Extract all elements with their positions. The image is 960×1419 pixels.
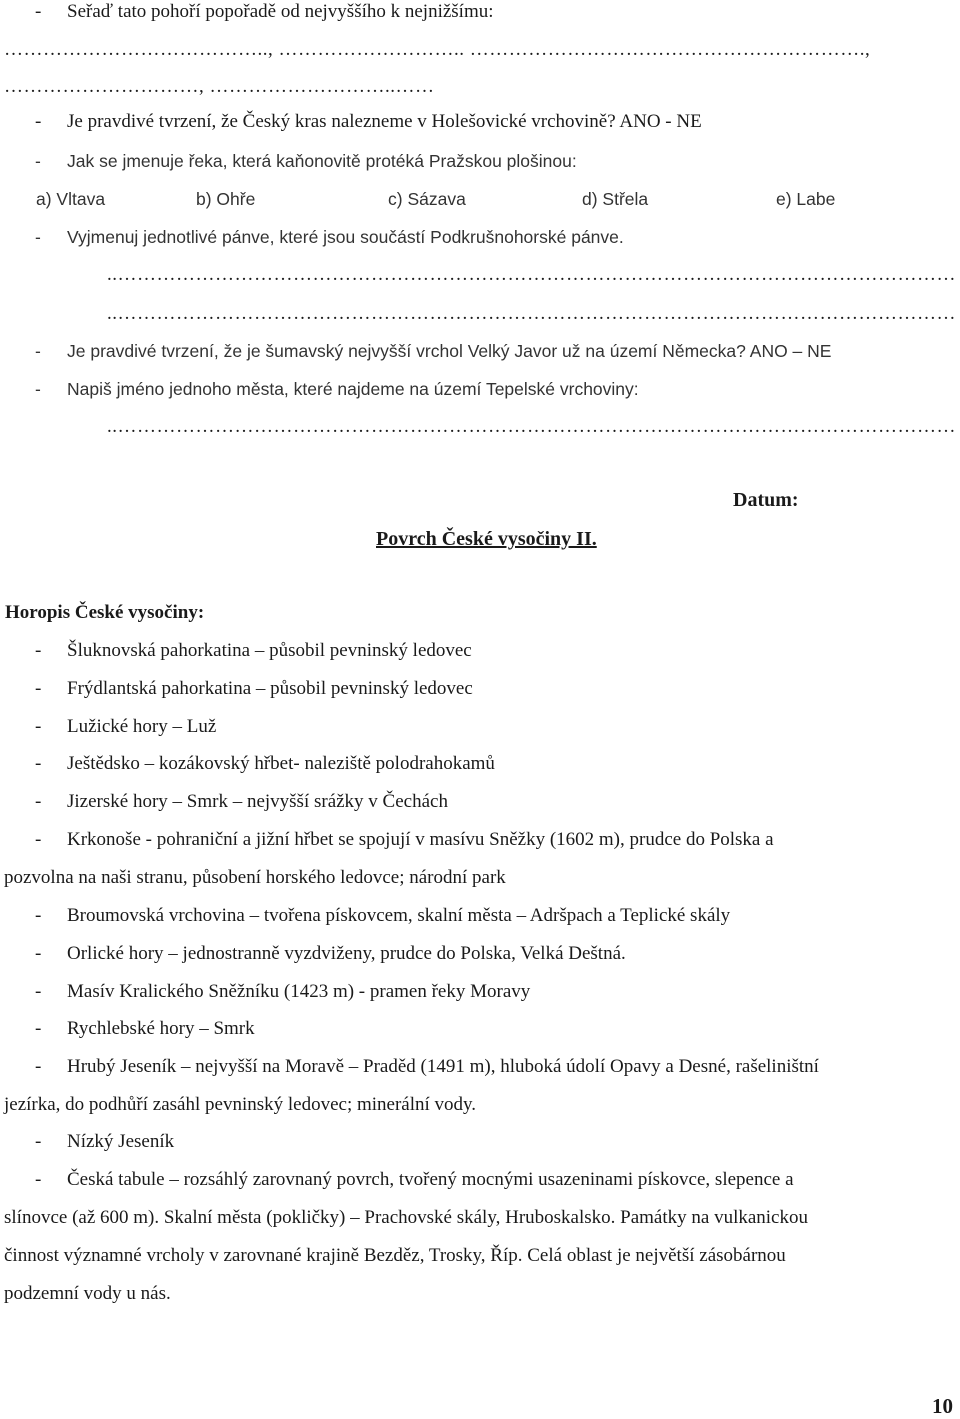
question-text: Jak se jmenuje řeka, která kaňonovitě protéká Pražskou plošinou: xyxy=(67,151,577,171)
bullet-dash: - xyxy=(35,829,42,850)
item-text: Ještědsko – kozákovský hřbet- naleziště polodrahokamů xyxy=(67,753,495,774)
section-heading: Horopis České vysočiny: xyxy=(5,602,205,623)
item-text: jezírka, do podhůří zasáhl pevninský ledovec; minerální vody. xyxy=(4,1094,477,1115)
blank-line: ………………………………………………………………………………………………………………….. xyxy=(107,303,956,324)
blank-line: ………………………………………………………………………………………………………………….. xyxy=(107,416,956,437)
item-text: Jizerské hory – Smrk – nejvyšší srážky v Čechách xyxy=(67,791,448,812)
date-label: Datum: xyxy=(733,489,799,511)
bullet-dash: - xyxy=(35,791,42,812)
item-text: Česká tabule – rozsáhlý zarovnaný povrch, tvořený mocnými usazeninami pískovce, slepence a xyxy=(67,1169,794,1190)
question-text: Seřaď tato pohoří popořadě od nejvyššího k nejnižšímu: xyxy=(67,1,494,22)
bullet-dash: - xyxy=(35,1056,42,1077)
option-b[interactable]: b) Ohře xyxy=(196,189,256,209)
item-text: Broumovská vrchovina – tvořena pískovcem, skalní města – Adršpach a Teplické skály xyxy=(67,905,731,926)
bullet-dash: - xyxy=(35,905,42,926)
question-text: Napiš jméno jednoho města, které najdeme na území Tepelské vrchoviny: xyxy=(67,379,639,399)
blank-line: …………………………, ………………………..…… xyxy=(4,76,435,97)
item-text: slínovce (až 600 m). Skalní města (pokličky) – Prachovské skály, Hruboskalsko. Památky na vulkanickou xyxy=(4,1207,808,1228)
blank-line: ………………………………………………………………………………………………………………….. xyxy=(107,264,956,285)
bullet-dash: - xyxy=(35,227,41,247)
bullet-dash: - xyxy=(35,111,42,132)
worksheet-title: Povrch České vysočiny II. xyxy=(376,528,597,550)
bullet-dash: - xyxy=(35,151,41,171)
page-number: 10 xyxy=(932,1394,953,1418)
blank-line: ………………………………….., ……………………….. ……………………………………………………., xyxy=(4,39,871,60)
item-text: Hrubý Jeseník – nejvyšší na Moravě – Praděd (1491 m), hluboká údolí Opavy a Desné, rašeliništní xyxy=(67,1056,819,1077)
item-text: Masív Kralického Sněžníku (1423 m) - pramen řeky Moravy xyxy=(67,981,531,1002)
bullet-dash: - xyxy=(35,1131,42,1152)
item-text: Rychlebské hory – Smrk xyxy=(67,1018,255,1039)
option-a[interactable]: a) Vltava xyxy=(36,189,106,209)
bullet-dash: - xyxy=(35,981,42,1002)
bullet-dash: - xyxy=(35,716,42,737)
bullet-dash: - xyxy=(35,753,42,774)
question-text: Je pravdivé tvrzení, že je šumavský nejvyšší vrchol Velký Javor už na území Německa? ANO – NE xyxy=(67,341,832,361)
item-text: Lužické hory – Luž xyxy=(67,716,217,737)
bullet-dash: - xyxy=(35,1,42,22)
bullet-dash: - xyxy=(35,678,42,699)
item-text: pozvolna na naši stranu, působení horského ledovce; národní park xyxy=(4,867,506,888)
item-text: Frýdlantská pahorkatina – působil pevninský ledovec xyxy=(67,678,473,699)
bullet-dash: - xyxy=(35,943,42,964)
bullet-dash: - xyxy=(35,1169,42,1190)
option-c[interactable]: c) Sázava xyxy=(388,189,466,209)
item-text: Šluknovská pahorkatina – působil pevninský ledovec xyxy=(67,640,472,661)
bullet-dash: - xyxy=(35,1018,42,1039)
option-d[interactable]: d) Střela xyxy=(582,189,649,209)
question-text: Vyjmenuj jednotlivé pánve, které jsou součástí Podkrušnohorské pánve. xyxy=(67,227,624,247)
item-text: podzemní vody u nás. xyxy=(4,1283,171,1304)
bullet-dash: - xyxy=(35,640,42,661)
bullet-dash: - xyxy=(35,379,41,399)
item-text: Krkonoše - pohraniční a jižní hřbet se spojují v masívu Sněžky (1602 m), prudce do Polska a xyxy=(67,829,774,850)
item-text: Orlické hory – jednostranně vyzdviženy, prudce do Polska, Velká Deštná. xyxy=(67,943,626,964)
option-e[interactable]: e) Labe xyxy=(776,189,836,209)
bullet-dash: - xyxy=(35,341,41,361)
question-text: Je pravdivé tvrzení, že Český kras nalezneme v Holešovické vrchovině? ANO - NE xyxy=(67,111,702,132)
item-text: činnost významné vrcholy v zarovnané krajině Bezděz, Trosky, Říp. Celá oblast je největší zásobárnou xyxy=(4,1245,786,1266)
item-text: Nízký Jeseník xyxy=(67,1131,175,1152)
